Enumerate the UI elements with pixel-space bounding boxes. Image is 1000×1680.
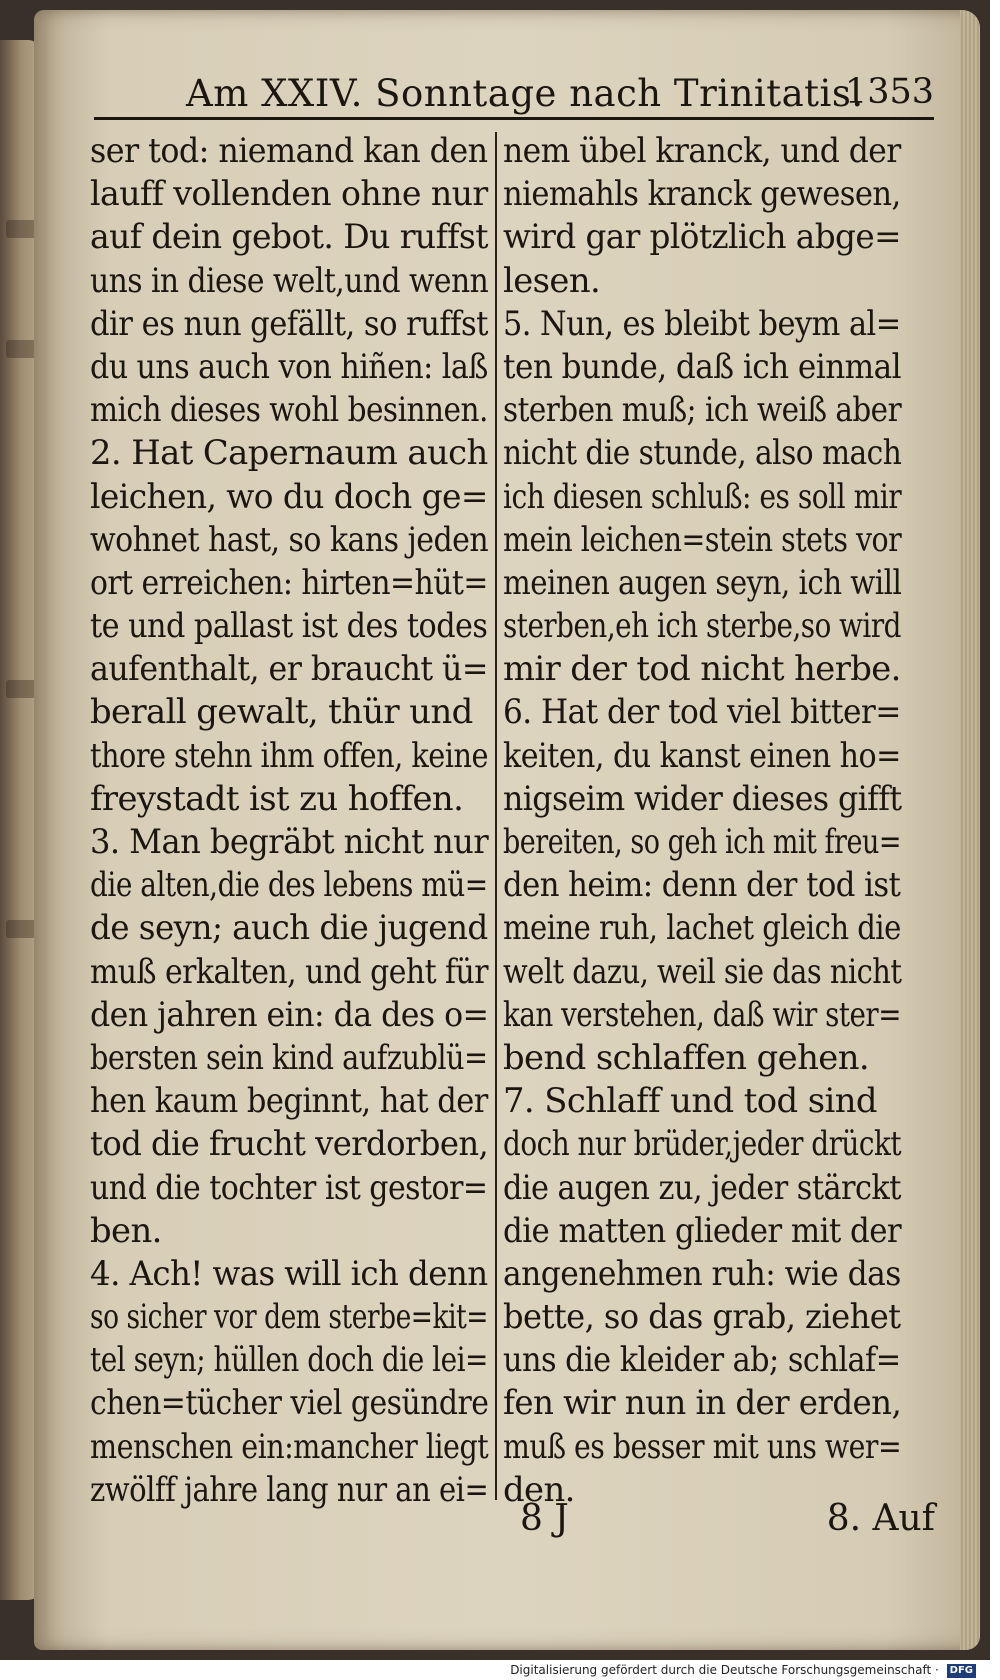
text-line: menschen ein:mancher liegt — [90, 1426, 489, 1467]
text-line: den. — [503, 1469, 575, 1510]
text-line: hen kaum beginnt, hat der — [90, 1081, 488, 1122]
text-line: ten bunde, daß ich einmal — [503, 346, 902, 387]
text-line: ort erreichen: hirten=hüt= — [90, 562, 488, 603]
page-edge — [960, 10, 980, 1650]
text-line: bereiten, so geh ich mit freu= — [503, 822, 902, 862]
text-line: niemahls kranck gewesen, — [503, 174, 901, 215]
text-line: die augen zu, jeder stärckt — [503, 1167, 901, 1208]
text-line: mir der tod nicht herbe. — [503, 649, 901, 690]
text-line: nigseim wider dieses gifft — [503, 778, 902, 819]
running-title: Am XXIV. Sonntage nach Trinitatis. — [186, 72, 864, 115]
bleed-through-mark — [6, 680, 36, 698]
text-line: 5. Nun, es bleibt beym al= — [503, 303, 901, 344]
credit-text: Digitalisierung gefördert durch die Deutsche Forschungsgemeinschaft · — [510, 1663, 939, 1677]
text-line: den heim: denn der tod ist — [503, 865, 901, 906]
digitization-credit — [510, 1660, 976, 1680]
text-line: die alten,die des lebens mü= — [90, 865, 488, 906]
page-header — [94, 72, 934, 122]
text-line: uns die kleider ab; schlaf= — [503, 1340, 901, 1381]
signature-mark: 8 J — [520, 1498, 569, 1539]
text-line: bend schlaffen gehen. — [503, 1037, 870, 1078]
text-line: te und pallast ist des todes — [90, 606, 488, 647]
text-line: keiten, du kanst einen ho= — [503, 735, 901, 776]
text-line: leichen, wo du doch ge= — [90, 476, 488, 517]
text-line: meine ruh, lachet gleich die — [503, 908, 901, 949]
book-page — [34, 10, 980, 1650]
text-line: die matten glieder mit der — [503, 1210, 902, 1251]
text-line: bette, so das grab, ziehet — [503, 1297, 901, 1338]
text-line: 4. Ach! was will ich denn — [90, 1253, 488, 1294]
text-line: lesen. — [503, 260, 601, 301]
text-line: sterben,eh ich sterbe,so wird — [503, 606, 901, 647]
dfg-logo: DFG — [947, 1664, 976, 1678]
text-line: fen wir nun in der erden, — [503, 1383, 902, 1424]
text-line: de seyn; auch die jugend — [90, 908, 488, 949]
catchword: 8. Auf — [826, 1498, 935, 1539]
text-line: tel seyn; hüllen doch die lei= — [90, 1340, 488, 1381]
text-line: so sicher vor dem sterbe=kit= — [90, 1297, 489, 1338]
text-line: kan verstehen, daß wir ster= — [503, 994, 901, 1035]
text-line: ben. — [90, 1210, 162, 1251]
text-line: muß erkalten, und geht für — [90, 951, 489, 992]
right-text-column — [503, 130, 903, 1512]
text-line: thore stehn ihm offen, keine — [90, 735, 488, 776]
text-line: bersten sein kind aufzublü= — [90, 1037, 488, 1078]
page-footer — [90, 1498, 935, 1548]
text-line: 3. Man begräbt nicht nur — [90, 822, 489, 862]
text-line: sterben muß; ich weiß aber — [503, 390, 902, 431]
bleed-through-mark — [6, 340, 36, 358]
text-line: wohnet hast, so kans jeden — [90, 519, 489, 560]
text-line: uns in diese welt,und wenn — [90, 260, 489, 301]
text-line: 2. Hat Capernaum auch — [90, 433, 488, 474]
text-line: dir es nun gefällt, so ruffst — [90, 303, 488, 344]
text-line: lauff vollenden ohne nur — [90, 174, 488, 215]
text-line: 6. Hat der tod viel bitter= — [503, 692, 901, 733]
text-line: 7. Schlaff und tod sind — [503, 1081, 877, 1122]
text-line: berall gewalt, thür und — [90, 692, 473, 733]
column-divider — [495, 132, 497, 1500]
text-line: mein leichen=stein stets vor — [503, 519, 902, 560]
text-line: meinen augen seyn, ich will — [503, 562, 902, 603]
page-number: 1353 — [844, 72, 934, 112]
text-line: nicht die stunde, also mach — [503, 433, 902, 474]
text-line: chen=tücher viel gesündre — [90, 1383, 489, 1424]
text-line: doch nur brüder,jeder drückt — [503, 1124, 902, 1165]
header-rule — [94, 117, 934, 120]
text-line: zwölff jahre lang nur an ei= — [90, 1469, 489, 1510]
text-line: nem übel kranck, und der — [503, 131, 901, 171]
bleed-through-mark — [6, 220, 36, 238]
text-line: auf dein gebot. Du ruffst — [90, 217, 488, 258]
text-line: ser tod: niemand kan den — [90, 131, 488, 171]
bleed-through-mark — [6, 920, 36, 938]
text-line: muß es besser mit uns wer= — [503, 1426, 902, 1467]
text-line: welt dazu, weil sie das nicht — [503, 951, 902, 992]
text-line: wird gar plötzlich abge= — [503, 217, 901, 258]
text-line: du uns auch von hiñen: laß — [90, 346, 488, 387]
left-text-column — [90, 130, 490, 1512]
text-line: den jahren ein: da des o= — [90, 994, 489, 1035]
text-line: und die tochter ist gestor= — [90, 1167, 488, 1208]
text-line: ich diesen schluß: es soll mir — [503, 476, 902, 517]
text-line: freystadt ist zu hoffen. — [90, 778, 464, 819]
text-line: angenehmen ruh: wie das — [503, 1253, 901, 1294]
text-line: tod die frucht verdorben, — [90, 1124, 489, 1165]
text-line: mich dieses wohl besinnen. — [90, 390, 488, 431]
text-line: aufenthalt, er braucht ü= — [90, 649, 488, 690]
